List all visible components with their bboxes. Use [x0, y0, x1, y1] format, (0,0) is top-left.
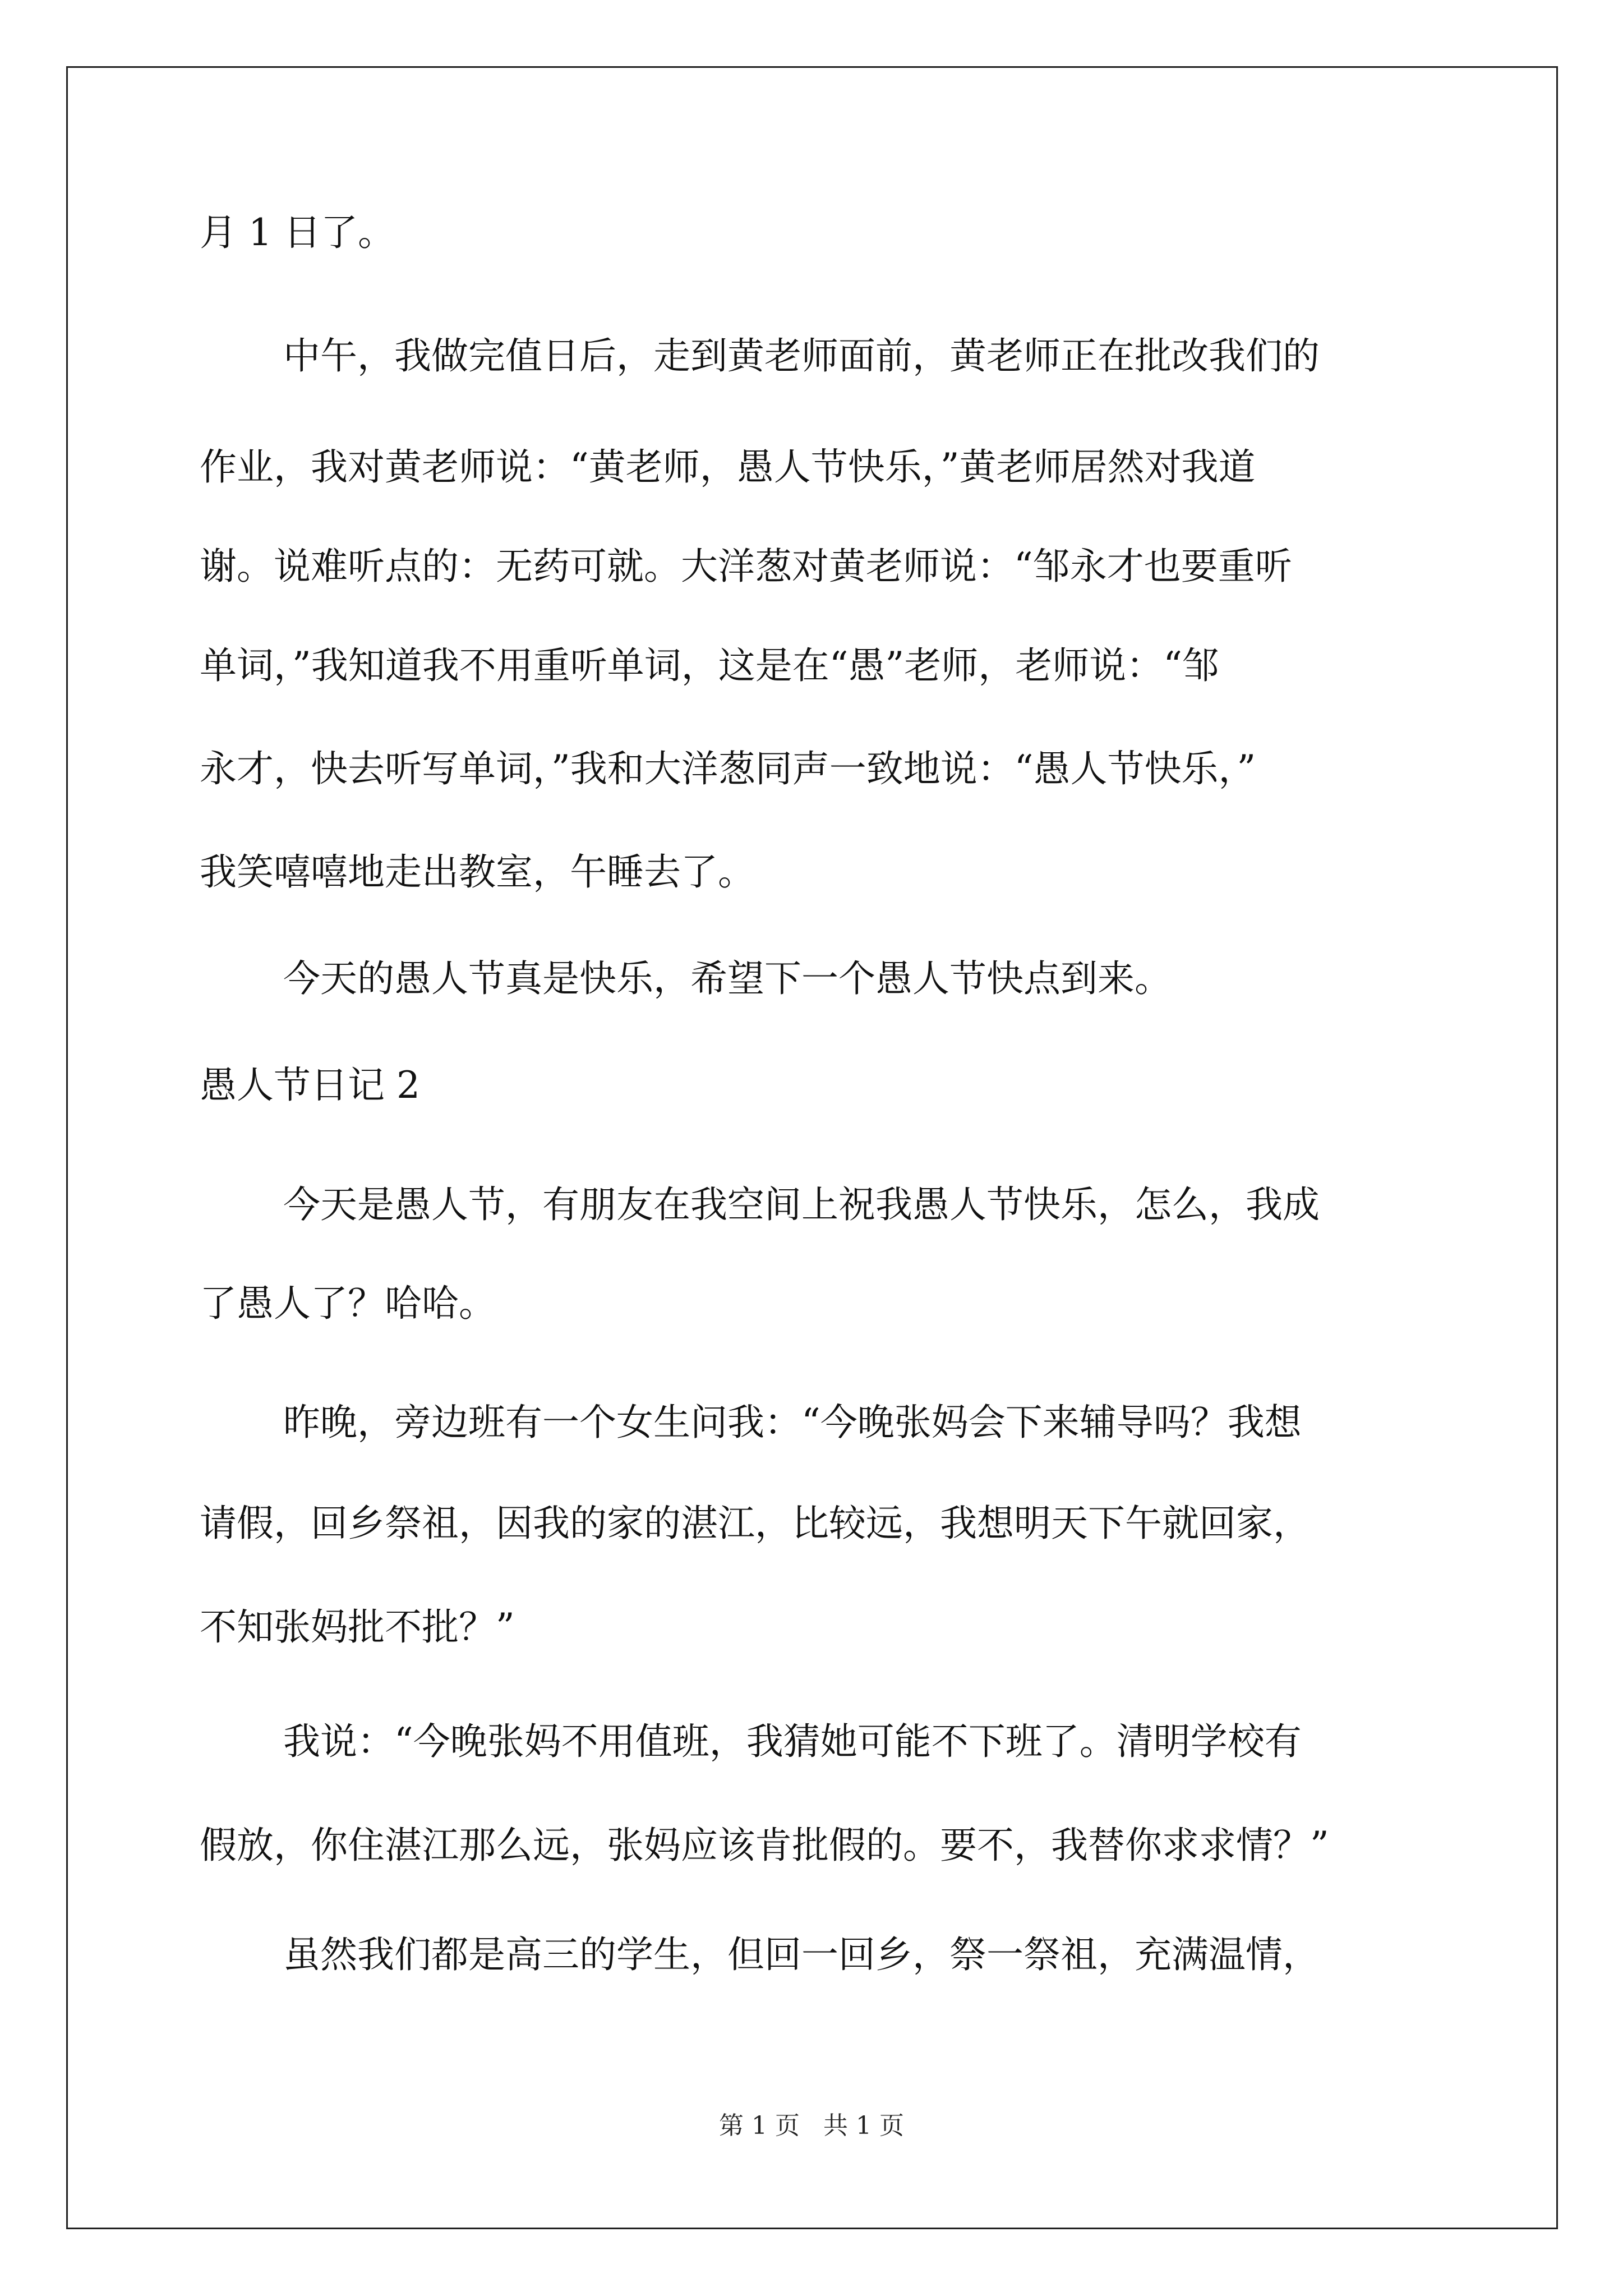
page-border [66, 66, 1558, 2229]
text-line: 永才，快去听写单词，”我和大洋葱同声一致地说：“愚人节快乐，” [200, 747, 1256, 790]
text-line: 我说：“今晚张妈不用值班，我猜她可能不下班了。清明学校有 [283, 1720, 1302, 1763]
text-line: 中午，我做完值日后，走到黄老师面前，黄老师正在批改我们的 [283, 334, 1320, 378]
text-line: 谢。说难听点的：无药可就。大洋葱对黄老师说：“邹永才也要重听 [200, 545, 1292, 588]
text-line: 今天是愚人节，有朋友在我空间上祝我愚人节快乐，怎么，我成 [283, 1183, 1320, 1226]
text-line: 请假，回乡祭祖，因我的家的湛江，比较远，我想明天下午就回家， [200, 1502, 1310, 1545]
text-line: 不知张妈批不批？” [200, 1605, 515, 1649]
page-total: 共 1 页 [823, 2111, 904, 2140]
text-line: 虽然我们都是高三的学生，但回一回乡，祭一祭祖，充满温情， [283, 1933, 1320, 1976]
section-heading: 愚人节日记 2 [200, 1064, 420, 1107]
text-line: 我笑嘻嘻地走出教室，午睡去了。 [200, 850, 755, 894]
text-line: 作业，我对黄老师说：“黄老师，愚人节快乐，”黄老师居然对我道 [200, 445, 1256, 489]
page-footer [0, 2110, 1623, 2142]
text-line: 假放，你住湛江那么远，张妈应该肯批假的。要不，我替你求求情？” [200, 1824, 1329, 1867]
page-number: 第 1 页 [719, 2111, 800, 2140]
text-line: 月 1 日了。 [200, 211, 395, 254]
text-line: 单词，”我知道我不用重听单词，这是在“愚”老师，老师说：“邹 [200, 644, 1219, 687]
text-line: 今天的愚人节真是快乐，希望下一个愚人节快点到来。 [283, 957, 1172, 1000]
text-line: 昨晚，旁边班有一个女生问我：“今晚张妈会下来辅导吗？我想 [283, 1401, 1302, 1444]
text-line: 了愚人了？哈哈。 [200, 1282, 496, 1325]
